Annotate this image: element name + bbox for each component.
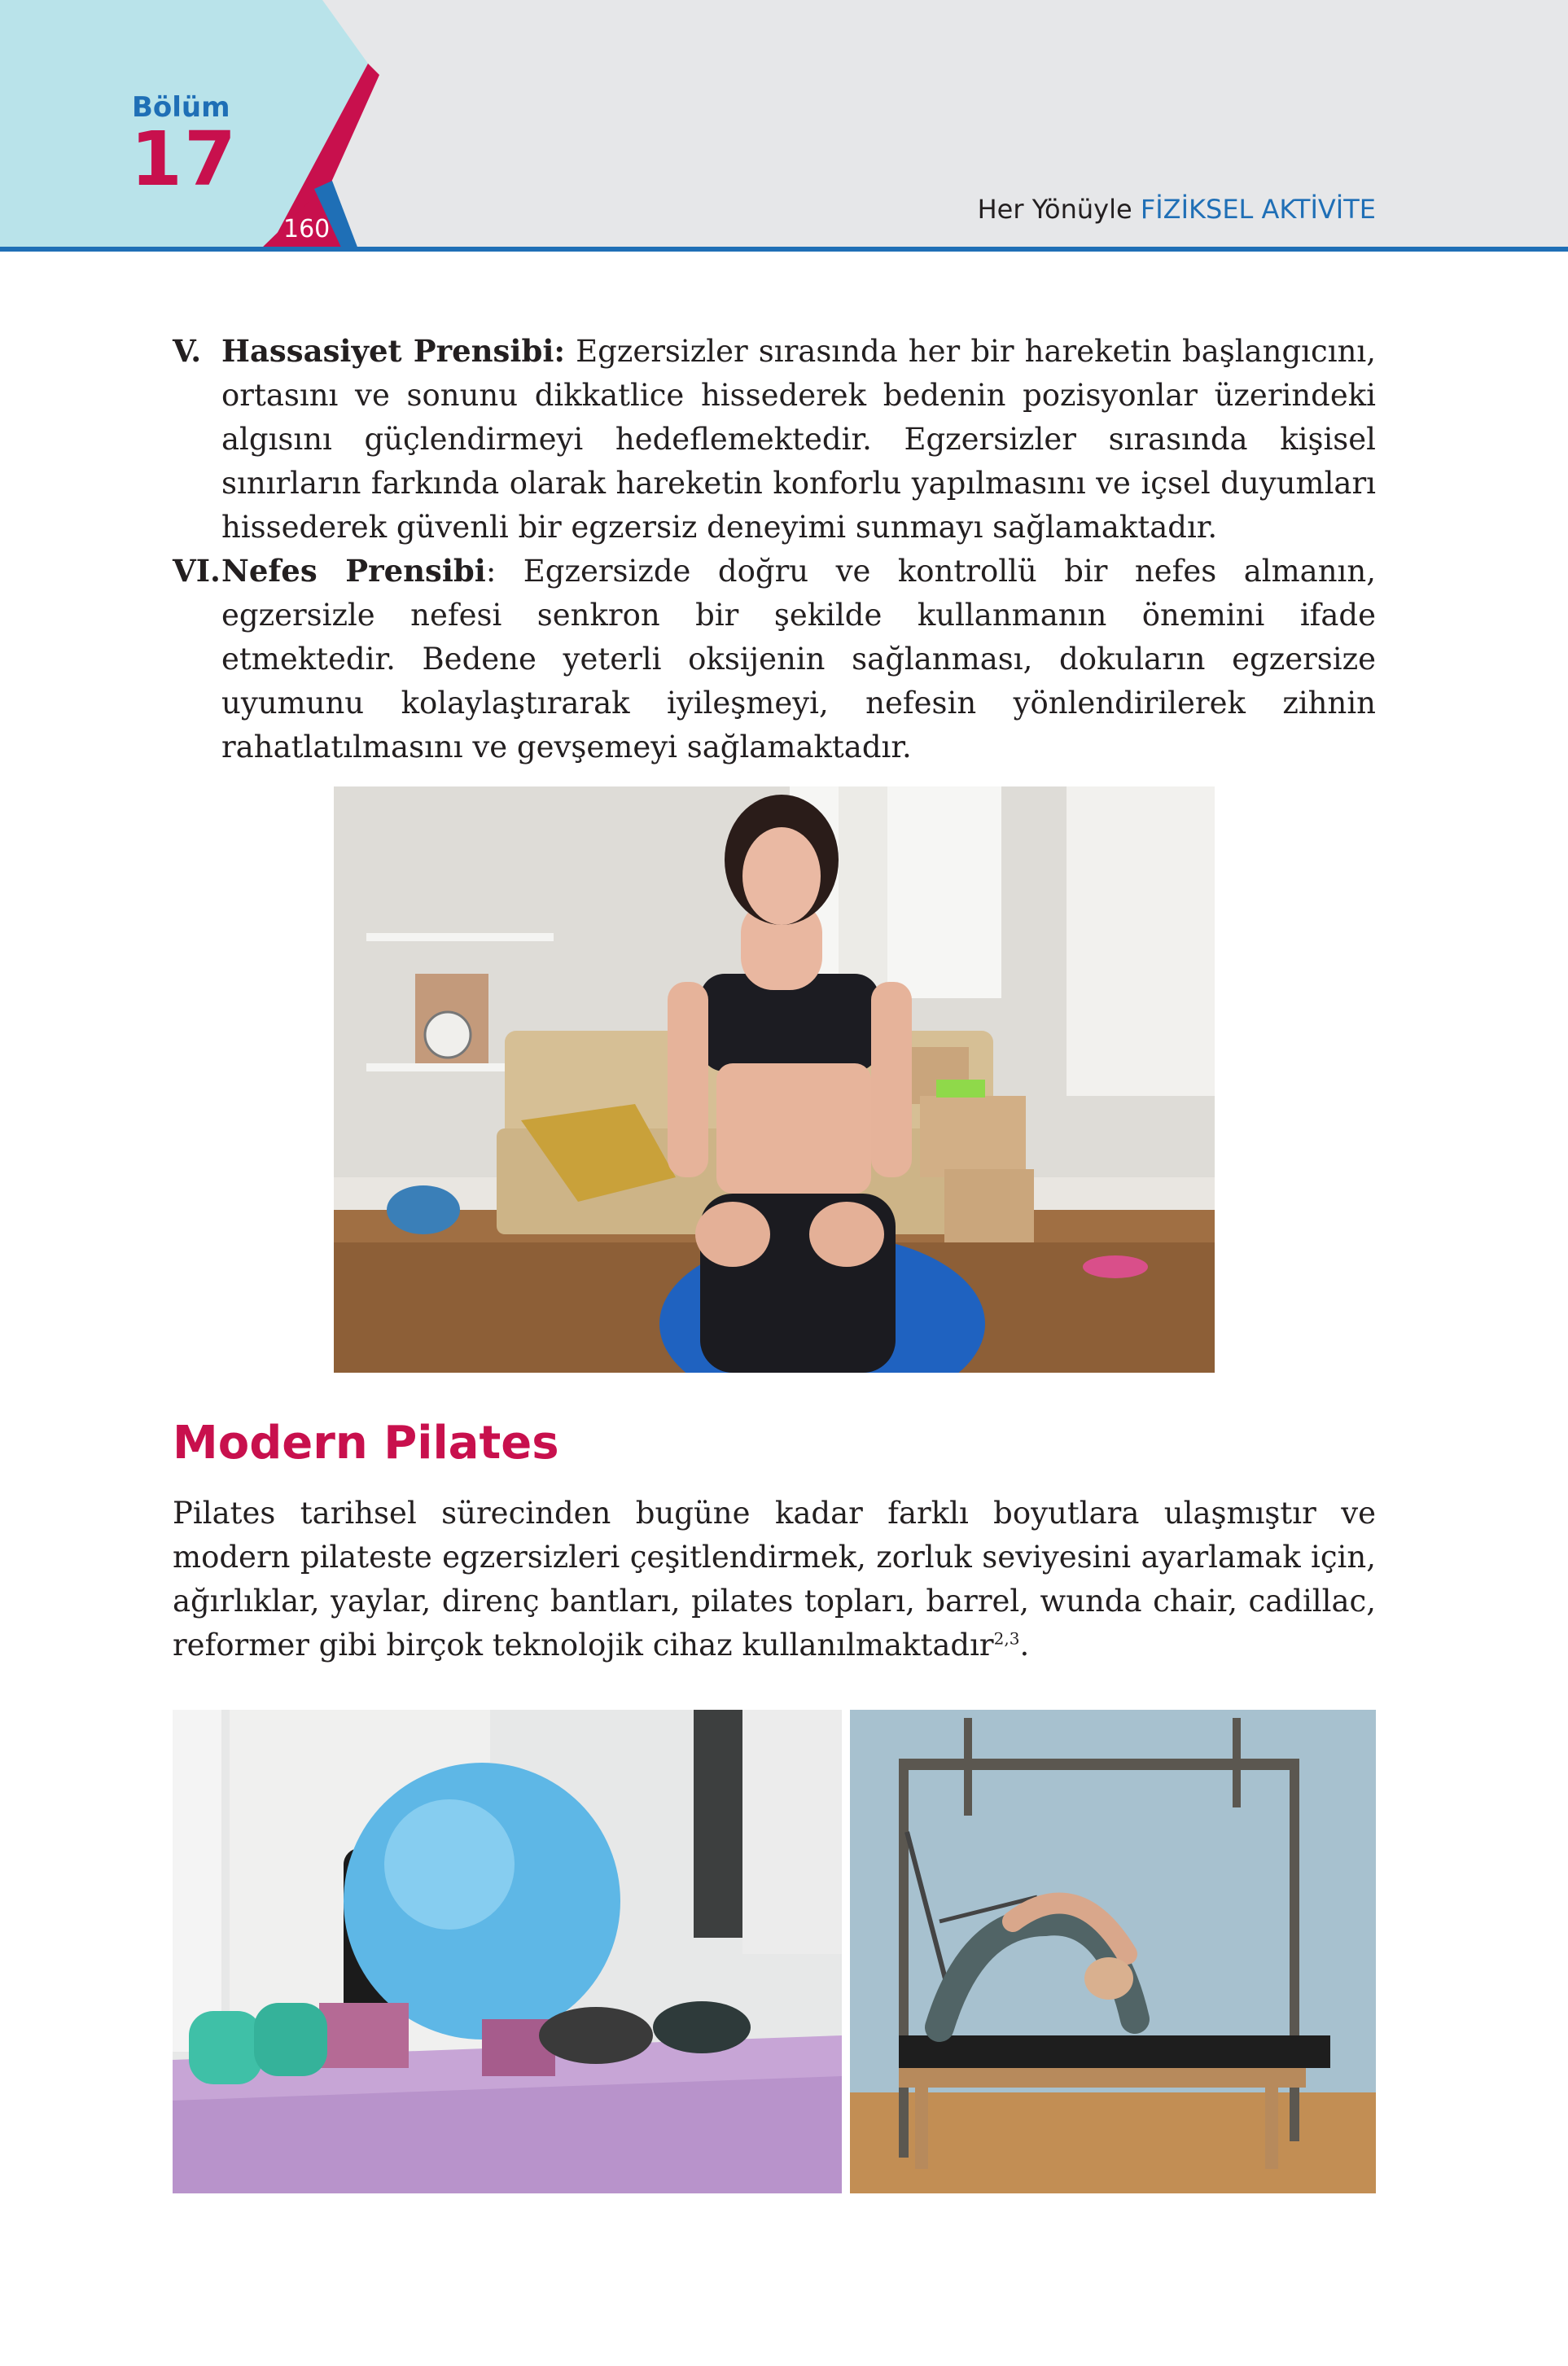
- chapter-number: 17: [130, 116, 239, 203]
- principle-item: [173, 549, 1376, 769]
- principle-term: Nefes Prensibi: [221, 553, 486, 589]
- principle-item: [173, 329, 1376, 550]
- principle-text: Egzersizler sırasında her bir hareketin başlangıcını, ortasını ve sonunu dikkatlice hissederek bedenin pozisyonlar üzerindeki algısını güçlendirmeyi hedeflemektedir. Egzersizler sırasında kişisel sınırların farkında olarak hareketin konforlu yapılmasını ve içsel duyumları hissederek güvenli bir egzersiz deneyimi sunmayı sağlamaktadır.: [221, 334, 1376, 545]
- paragraph-text: Pilates tarihsel sürecinden bugüne kadar farklı boyutlara ulaşmıştır ve modern pilateste egzersizleri çeşitlendirmek, zorluk seviyesini ayarlamak için, ağırlıklar, yaylar, direnç bantları, pilates topları, barrel, wunda chair, cadillac, reformer gibi birçok teknolojik cihaz kullanılmaktadır: [173, 1496, 1376, 1663]
- page-number: 160: [283, 215, 331, 243]
- paragraph-end: .: [1019, 1628, 1030, 1663]
- principle-text: : Egzersizde doğru ve kontrollü bir nefes almanın, egzersizle nefesi senkron bir şekilde kullanmanın önemini ifade etmektedir. Bedene yeterli oksijenin sağlanması, dokuların egzersize uyumunu kolaylaştırarak iyileşmeyi, nefesin yönlendirilerek zihnin rahatlatılmasını ve gevşemeyi sağlamaktadır.: [221, 554, 1376, 765]
- chapter-label: Bölüm: [132, 91, 230, 124]
- principle-body: [173, 549, 1376, 769]
- principle-term: Hassasiyet Prensibi:: [221, 333, 566, 369]
- section-title: Modern Pilates: [173, 1417, 559, 1470]
- principle-body: [173, 329, 1376, 550]
- photo-pilates-equipment: [173, 1710, 842, 2193]
- photo-woman-on-ball: [334, 786, 1215, 1373]
- principle-numeral: V.: [173, 333, 202, 369]
- book-title-accent: FİZİKSEL AKTİVİTE: [1140, 194, 1376, 225]
- photo-cadillac-pilates: [850, 1710, 1376, 2193]
- book-title: [978, 194, 1376, 225]
- header-rule: [0, 247, 1568, 252]
- principle-numeral: VI.: [173, 553, 221, 589]
- citation-superscript: 2,3: [993, 1628, 1020, 1649]
- book-title-prefix: Her Yönüyle: [977, 194, 1141, 225]
- section-paragraph: [173, 1492, 1376, 1667]
